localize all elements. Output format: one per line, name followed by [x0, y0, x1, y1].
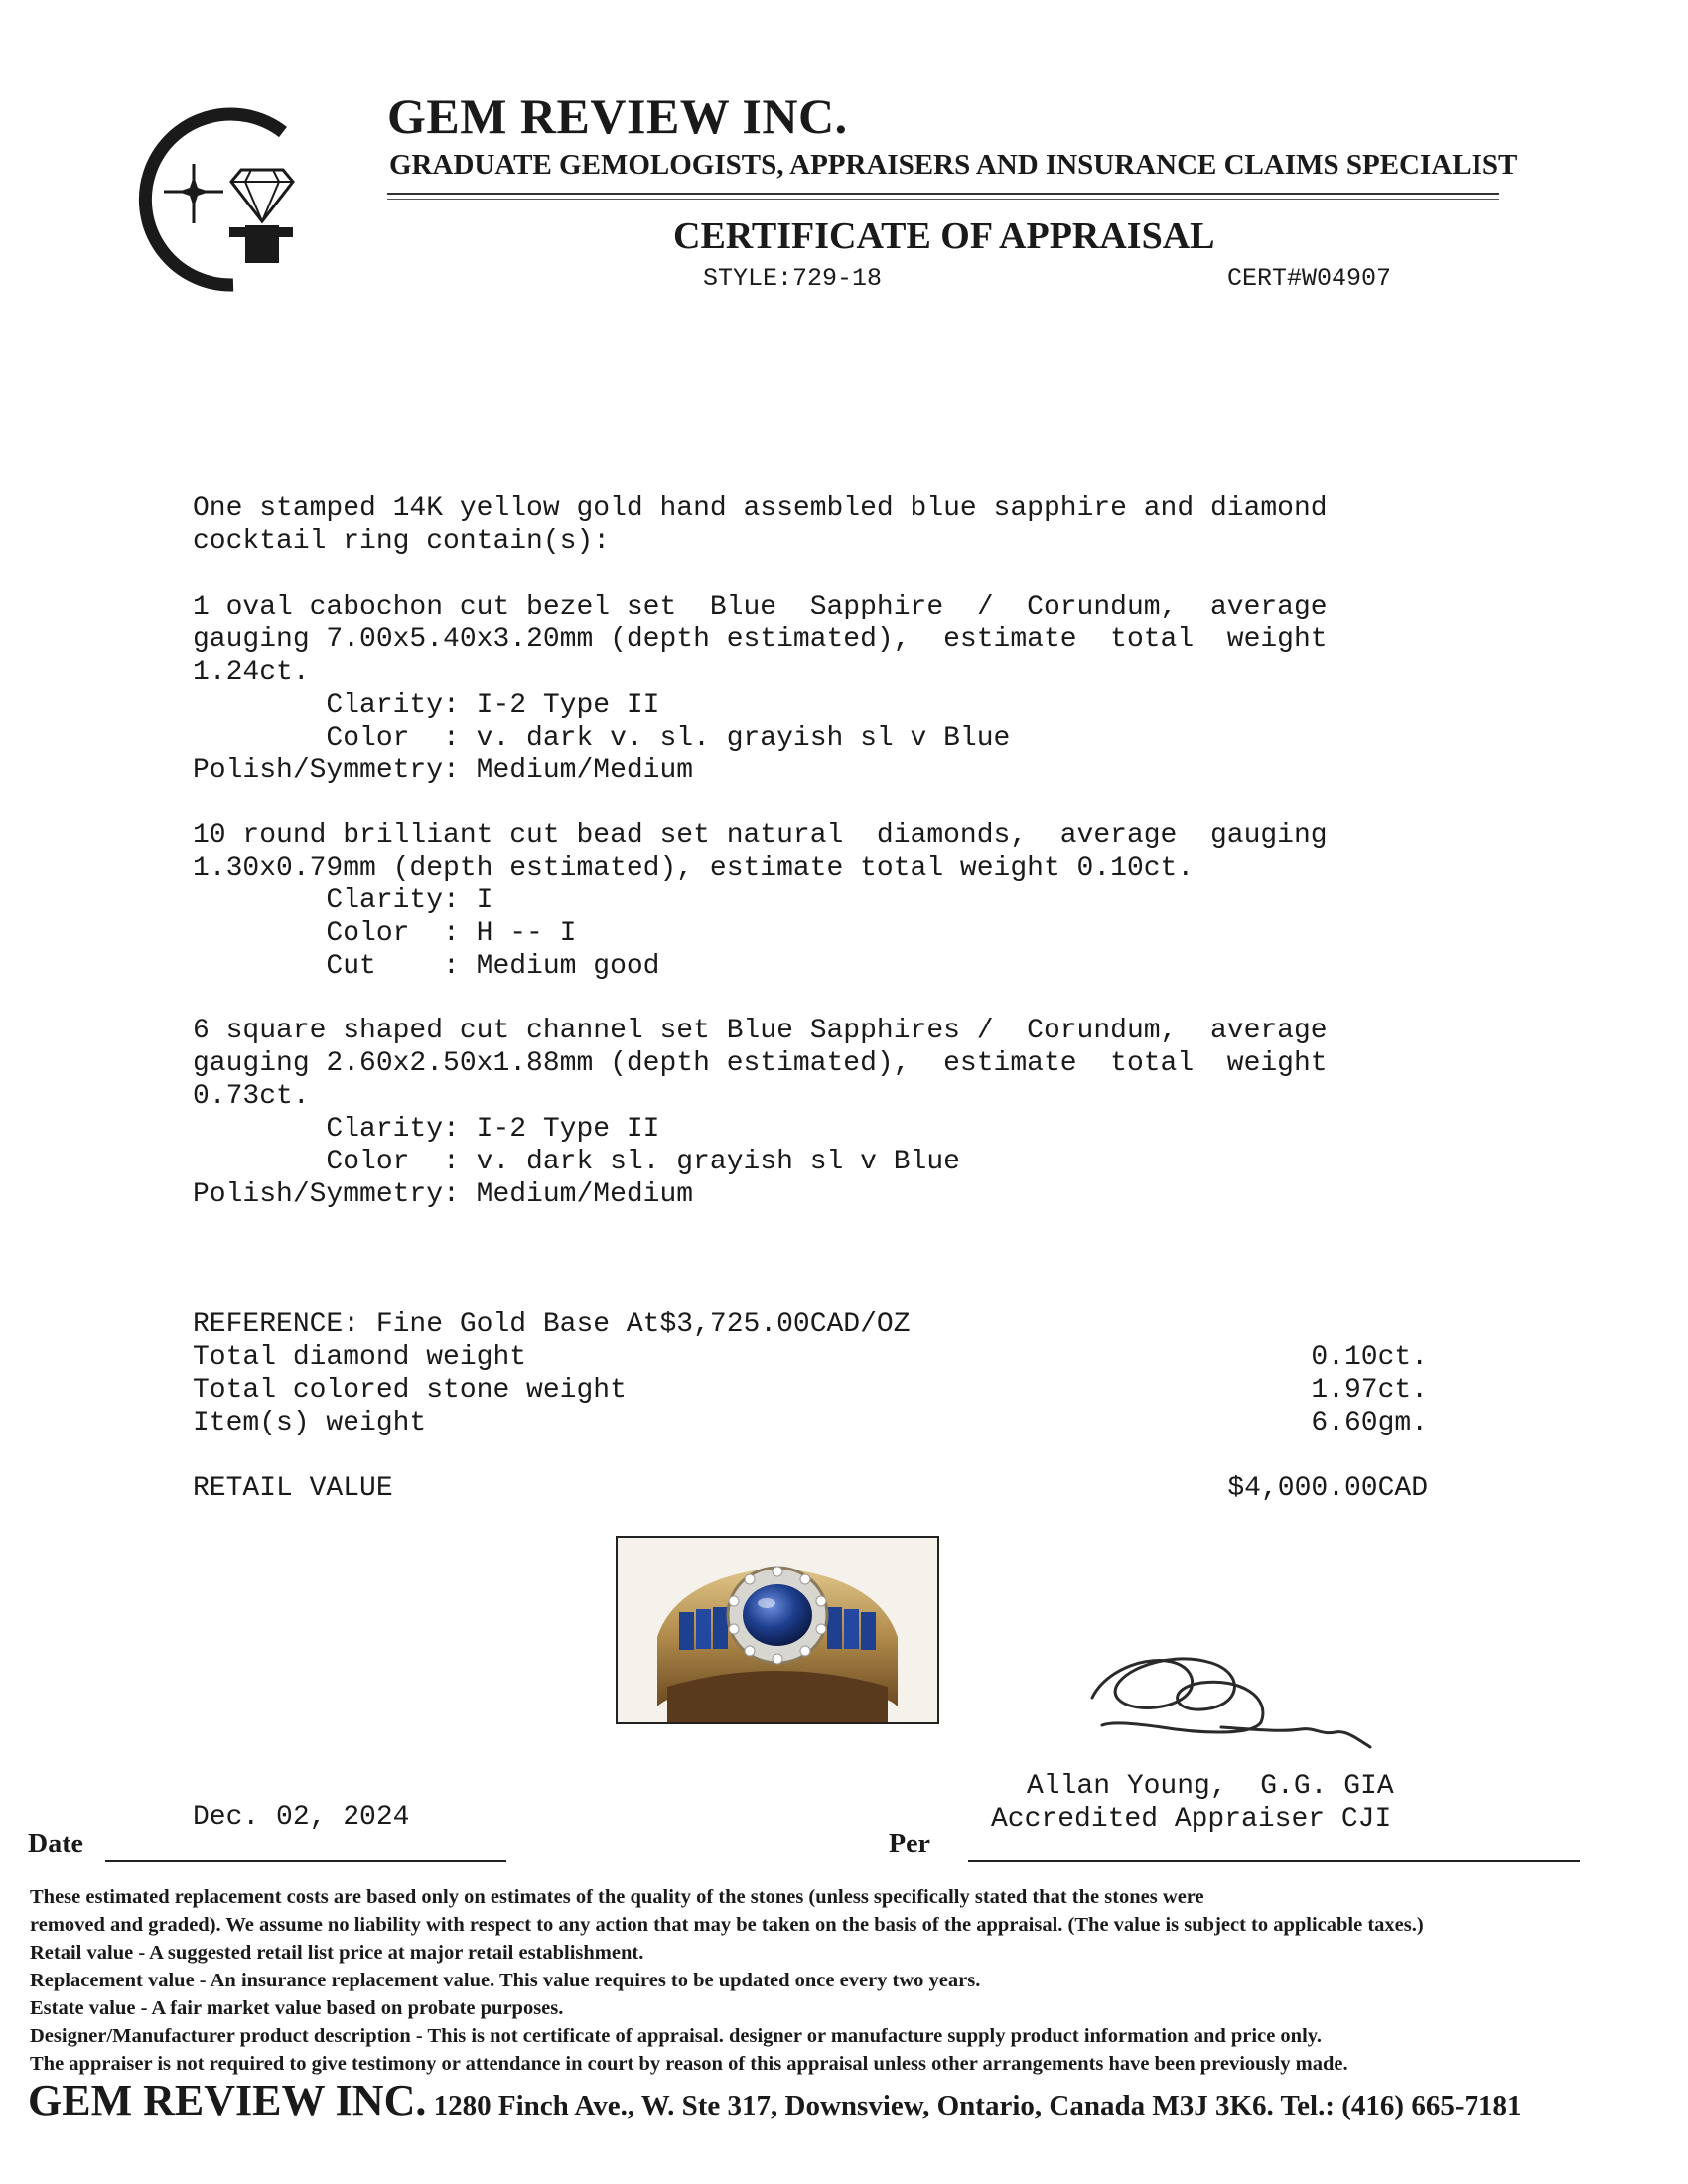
stone-description-oval-sapphire: 1 oval cabochon cut bezel set Blue Sapphire / Corundum, average gauging 7.00x5.40x3.20mm (depth estimated), estimate total weight 1.24ct. Clarity: I-2 Type II Color : v. dark v. sl. grayish sl v Blue Polish/Symmetry: Medium/Medium: [193, 592, 1328, 786]
summary-value: 1.97ct.: [1311, 1375, 1428, 1406]
retail-value-row: [193, 1472, 1428, 1505]
style-number: STYLE:729-18: [703, 264, 883, 293]
footer-company-name: GEM REVIEW INC.: [28, 2076, 427, 2124]
disclaimer-line: Estate value - A fair market value based on probate purposes.: [30, 1997, 564, 2019]
company-name: GEM REVIEW INC.: [387, 88, 848, 144]
date-label: Date: [28, 1829, 83, 1859]
appraiser-signature-icon: [1072, 1638, 1400, 1757]
date-signature-line: [105, 1860, 506, 1862]
gold-reference: [193, 1308, 1428, 1341]
certificate-title: CERTIFICATE OF APPRAISAL: [673, 215, 1215, 257]
disclaimer-line: Retail value - A suggested retail list price at major retail establishment.: [30, 1942, 644, 1964]
company-tagline: GRADUATE GEMOLOGISTS, APPRAISERS AND INSURANCE CLAIMS SPECIALIST: [389, 149, 1518, 181]
appraiser-name: Allan Young, G.G. GIA: [1027, 1771, 1394, 1802]
summary-label: Total diamond weight: [193, 1342, 527, 1373]
summary-label: Item(s) weight: [193, 1408, 427, 1438]
disclaimer-line: removed and graded). We assume no liability with respect to any action that may be taken on the basis of the appraisal. (The value is subject to applicable taxes.): [30, 1914, 1424, 1936]
appraisal-date: Dec. 02, 2024: [193, 1802, 410, 1833]
footer: [28, 2075, 1521, 2125]
summary-row: [193, 1374, 1428, 1407]
disclaimer-line: Replacement value - An insurance replacement value. This value requires to be updated once every two years.: [30, 1970, 981, 1991]
header-divider-thin: [387, 199, 1499, 200]
per-signature-line: [968, 1860, 1580, 1862]
certificate-number: CERT#W04907: [1227, 264, 1392, 293]
per-label: Per: [889, 1829, 930, 1859]
footer-address: 1280 Finch Ave., W. Ste 317, Downsview, Ontario, Canada M3J 3K6. Tel.: (416) 665-7181: [426, 2090, 1522, 2121]
summary-row: [193, 1407, 1428, 1439]
ring-image-icon: [618, 1538, 937, 1722]
summary-label: Total colored stone weight: [193, 1375, 627, 1406]
summary-row: [193, 1341, 1428, 1374]
ring-photo: [616, 1536, 939, 1724]
disclaimer-line: Designer/Manufacturer product description - This is not certificate of appraisal. designer or manufacture supply product information and price only.: [30, 2025, 1323, 2047]
appraiser-title: Accredited Appraiser CJI: [991, 1804, 1392, 1835]
retail-value-label: RETAIL VALUE: [193, 1473, 393, 1504]
gold-reference-text: REFERENCE: Fine Gold Base At$3,725.00CAD/OZ: [193, 1309, 911, 1340]
retail-value-amount: $4,000.00CAD: [1227, 1473, 1428, 1504]
stone-description-diamonds: 10 round brilliant cut bead set natural diamonds, average gauging 1.30x0.79mm (depth estimated), estimate total weight 0.10ct. Clarity: I Color : H -- I Cut : Medium good: [193, 820, 1328, 982]
summary-value: 6.60gm.: [1311, 1408, 1428, 1438]
stone-description-square-sapphires: 6 square shaped cut channel set Blue Sapphires / Corundum, average gauging 2.60x2.50x1.88mm (depth estimated), estimate total weight 0.73ct. Clarity: I-2 Type II Color : v. dark sl. grayish sl v Blue Polish/Symmetry: Medium/Medium: [193, 1016, 1328, 1210]
disclaimer-line: These estimated replacement costs are based only on estimates of the quality of the stones (unless specifically stated that the stones were: [30, 1886, 1204, 1908]
gem-review-logo-icon: [134, 94, 333, 293]
summary-value: 0.10ct.: [1311, 1342, 1428, 1373]
disclaimer-line: The appraiser is not required to give testimony or attendance in court by reason of this appraisal unless other arrangements have been previously made.: [30, 2053, 1348, 2075]
header-divider: [387, 193, 1499, 195]
item-description: One stamped 14K yellow gold hand assembled blue sapphire and diamond cocktail ring contain(s):: [193, 493, 1328, 557]
